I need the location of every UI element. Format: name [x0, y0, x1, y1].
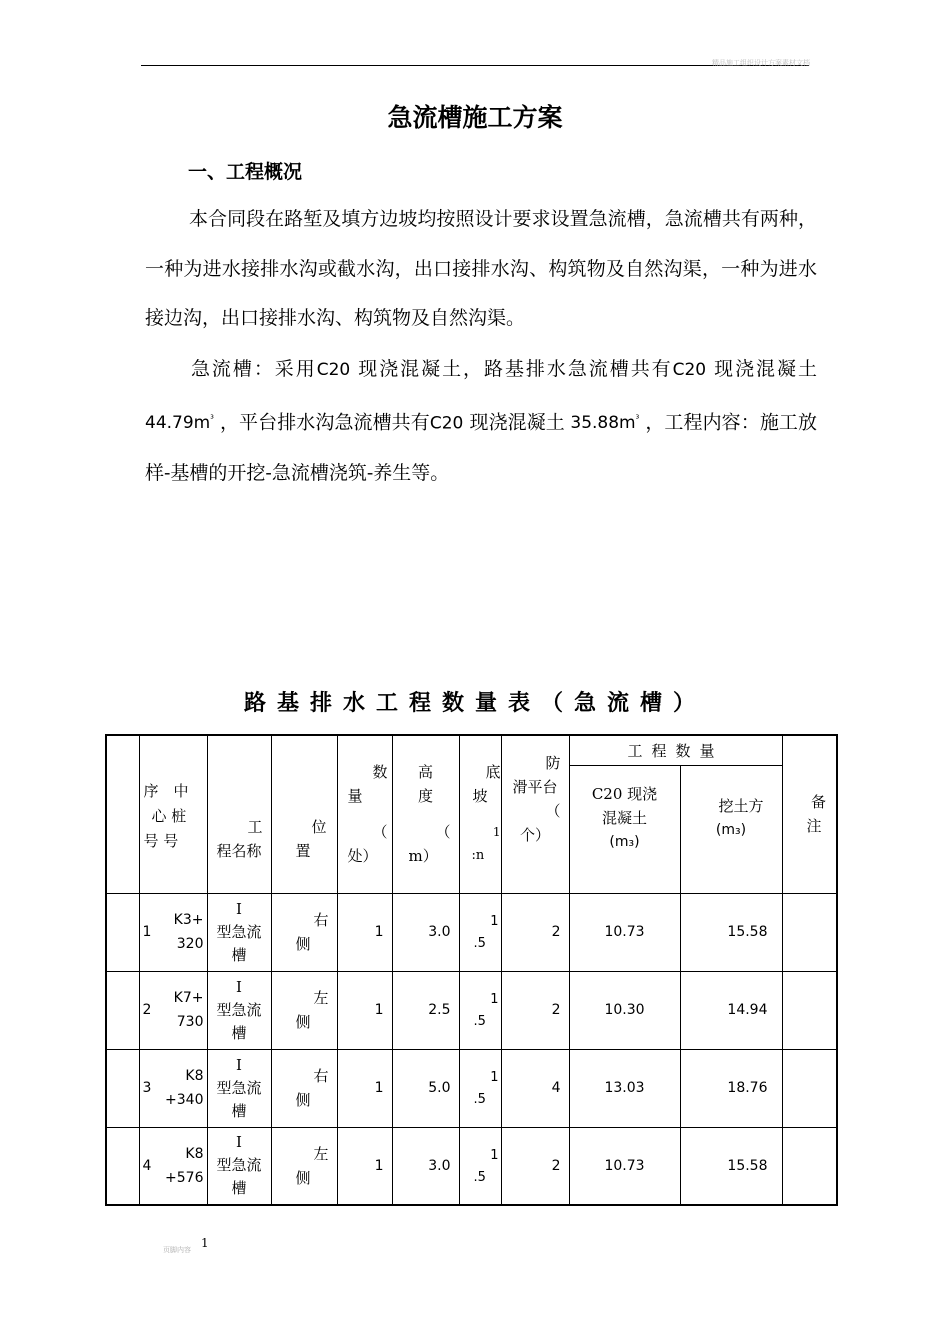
- seq-stake-cell: 2 K7+ 730: [139, 971, 207, 1049]
- table-row: [106, 1049, 837, 1127]
- quantity-table: [105, 734, 838, 1206]
- row-blank-cell: [106, 893, 139, 971]
- table-row: [106, 971, 837, 1049]
- earth-cell: 15.58: [680, 893, 782, 971]
- row-blank-cell: [106, 971, 139, 1049]
- name-cell: I 型急流 槽: [207, 1127, 271, 1205]
- seq-stake-cell: 3 K8 +340: [139, 1049, 207, 1127]
- remark-cell: [782, 1127, 837, 1205]
- header-slope: 底 坡 1 :n: [459, 735, 501, 893]
- concrete-cell: 13.03: [569, 1049, 680, 1127]
- seq-stake-cell: 4 K8 +576: [139, 1127, 207, 1205]
- position-cell: 右 侧: [271, 1049, 337, 1127]
- concrete-cell: 10.73: [569, 893, 680, 971]
- header-note: 精品施工组织设计方案素材文档: [712, 59, 810, 67]
- slope-cell: 1 .5: [459, 1127, 501, 1205]
- earth-cell: 14.94: [680, 971, 782, 1049]
- header-rule: [141, 65, 809, 66]
- header-position: 位 置: [271, 735, 337, 893]
- height-cell: 3.0: [392, 1127, 459, 1205]
- name-cell: I 型急流 槽: [207, 893, 271, 971]
- header-name: 工 程名称: [207, 735, 271, 893]
- header-concrete: C20 现浇 混凝土 (m₃): [569, 765, 680, 893]
- position-cell: 右 侧: [271, 893, 337, 971]
- slope-cell: 1 .5: [459, 971, 501, 1049]
- header-platform: 防 滑平台 （ 个）: [501, 735, 569, 893]
- slope-cell: 1 .5: [459, 1049, 501, 1127]
- concrete-cell: 10.73: [569, 1127, 680, 1205]
- seq-stake-cell: 1 K3+ 320: [139, 893, 207, 971]
- remark-cell: [782, 971, 837, 1049]
- header-quantity-group: 工程数量: [569, 735, 782, 765]
- height-cell: 5.0: [392, 1049, 459, 1127]
- earth-cell: 15.58: [680, 1127, 782, 1205]
- table-row: [106, 1127, 837, 1205]
- height-cell: 2.5: [392, 971, 459, 1049]
- header-blank-cell: [106, 735, 139, 893]
- header-remark: 备 注: [782, 735, 837, 893]
- remark-cell: [782, 1049, 837, 1127]
- document-title: 急流槽施工方案: [387, 103, 563, 132]
- slope-cell: 1 .5: [459, 893, 501, 971]
- earth-cell: 18.76: [680, 1049, 782, 1127]
- header-seq-stake: 序 中 心 桩 号 号: [139, 735, 207, 893]
- row-blank-cell: [106, 1127, 139, 1205]
- height-cell: 3.0: [392, 893, 459, 971]
- paragraph-overview: 本合同段在路堑及填方边坡均按照设计要求设置急流槽，急流槽共有两种，一种为进水接排水沟或截水沟，出口接排水沟、构筑物及自然沟渠，一种为进水接边沟，出口接排水沟、构筑物及自然沟渠。: [145, 208, 817, 329]
- header-height: 高 度 （ m）: [392, 735, 459, 893]
- count-cell: 1: [337, 893, 392, 971]
- section-heading: 一、工程概况: [188, 161, 303, 183]
- remark-cell: [782, 893, 837, 971]
- count-cell: 1: [337, 1127, 392, 1205]
- header-earth: 挖土方 (m₃): [680, 765, 782, 893]
- concrete-cell: 10.30: [569, 971, 680, 1049]
- platform-cell: 2: [501, 1127, 569, 1205]
- header-count: 数 量 （ 处）: [337, 735, 392, 893]
- table-row: [106, 893, 837, 971]
- platform-cell: 2: [501, 971, 569, 1049]
- page-number: 1: [201, 1236, 209, 1250]
- position-cell: 左 侧: [271, 1127, 337, 1205]
- paragraph-concrete: 急流槽：采用C20 现浇混凝土，路基排水急流槽共有C20 现浇混凝土 $44.79m^{^3}$ ，平台排水沟急流槽共有C20 现浇混凝土 $35.88m^{^3}$ ，工程内容：施工放样-基槽的开挖-急流槽浇筑-养生等。: [145, 358, 817, 484]
- platform-cell: 4: [501, 1049, 569, 1127]
- count-cell: 1: [337, 1049, 392, 1127]
- table-title: 路基排水工程数量表（急流槽）: [243, 690, 706, 716]
- platform-cell: 2: [501, 893, 569, 971]
- count-cell: 1: [337, 971, 392, 1049]
- position-cell: 左 侧: [271, 971, 337, 1049]
- row-blank-cell: [106, 1049, 139, 1127]
- name-cell: I 型急流 槽: [207, 1049, 271, 1127]
- footer-label: 页脚内容: [163, 1246, 191, 1254]
- name-cell: I 型急流 槽: [207, 971, 271, 1049]
